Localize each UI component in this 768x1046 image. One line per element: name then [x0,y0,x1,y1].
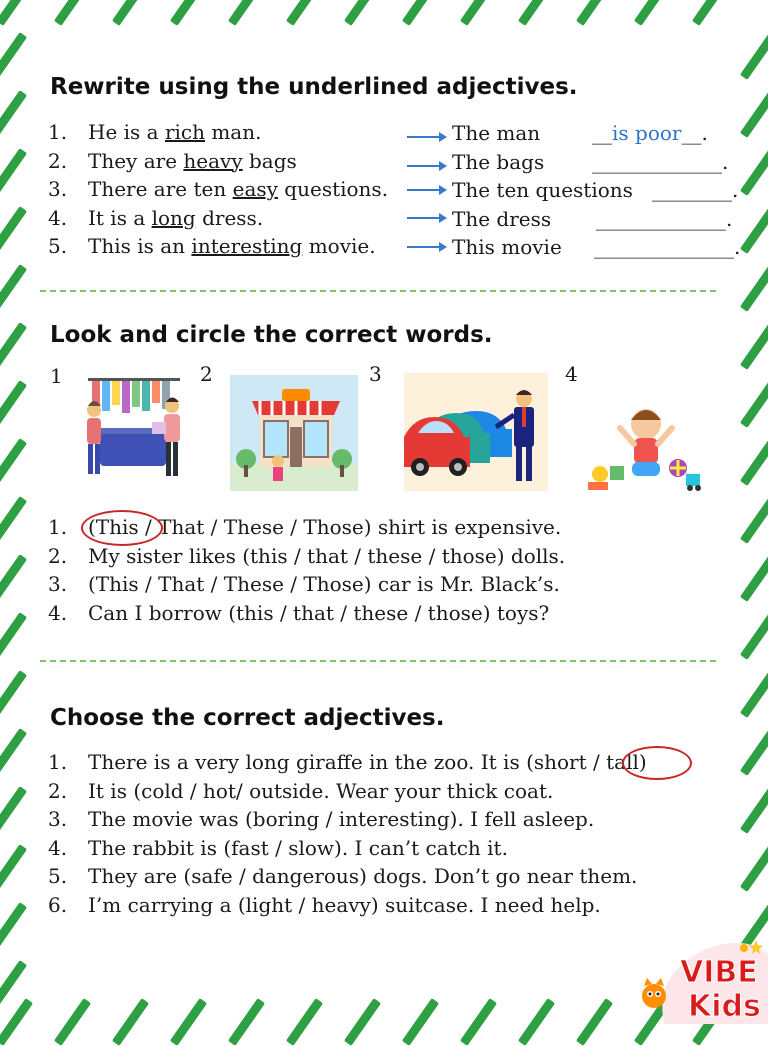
stripe [0,206,27,254]
list-item: 4. It is a long dress. [48,205,264,230]
answer-blank[interactable]: _____________. [592,150,729,174]
list-item: 3. There are ten easy questions. [48,177,389,201]
list-item: 6. I’m carrying a (light / heavy) suitcase. I need help. [48,892,601,917]
stripe [518,998,555,1046]
list-item: 2. My sister likes (this / that / these / those) dolls. [48,543,566,568]
stripe [54,0,91,26]
answer-field[interactable]: __is poor__. [592,121,708,145]
stripe [344,0,381,26]
stripe [0,148,27,196]
picture-number: 3 [369,362,382,386]
underlined-adjective: interesting [191,234,303,258]
underlined-adjective: long [151,205,196,230]
stripe [634,0,671,26]
stripe [286,0,323,26]
section1-title: Rewrite using the underlined adjectives. [50,74,578,100]
list-item: 5. They are (safe / dangerous) dogs. Don’t go near them. [48,864,638,889]
stripe [228,998,265,1046]
answer-text: is poor [612,121,682,145]
stripe [740,438,768,486]
section3-title: Choose the correct adjectives. [50,705,445,731]
list-item: 1. He is a rich man. [48,120,262,144]
stripe [0,438,27,486]
section2-title: Look and circle the correct words. [50,322,493,348]
stripe [518,0,555,26]
underlined-adjective: easy [232,177,278,201]
answer-blank[interactable]: ______________. [594,235,741,259]
stripe [0,728,27,776]
list-item: 3. (This / That / These / Those) car is Mr. Black’s. [48,572,560,597]
stripe [740,264,768,312]
stripe [740,32,768,80]
stripe [0,322,27,370]
list-item: 2. It is (cold / hot/ outside. Wear your thick coat. [48,778,554,803]
stripe [740,844,768,892]
stripe [460,0,497,26]
stripe [0,32,27,80]
divider [40,660,716,662]
rewrite-target: The dress [452,207,552,231]
stripe [740,148,768,196]
rewrite-target: The bags [452,150,545,174]
stripe [170,998,207,1046]
vibe-kids-logo [640,938,768,1024]
picture-number: 4 [565,362,578,386]
stripe [740,670,768,718]
cars-illustration [404,373,548,491]
list-item: 4. The rabbit is (fast / slow). I can’t catch it. [48,835,508,860]
stripe [54,998,91,1046]
stripe [0,496,27,544]
picture-number: 1 [50,364,63,388]
stripe [740,380,768,428]
picture-number: 2 [200,362,213,386]
underlined-adjective: rich [164,120,205,144]
stripe [228,0,265,26]
divider [40,290,716,292]
list-item: 3. The movie was (boring / interesting). I fell asleep. [48,807,595,832]
stripe [740,728,768,776]
stripe [740,786,768,834]
list-item: 5. This is an interesting movie. [48,234,376,258]
answer-blank[interactable]: _____________. [596,207,733,231]
stripe [0,902,27,950]
stripe [0,998,33,1046]
stripe [170,0,207,26]
choose-adjectives-list [48,748,647,920]
rewrite-list [48,118,388,261]
stripe [740,612,768,660]
toy-shop-illustration [230,375,358,491]
stripe [402,998,439,1046]
list-item: 1. (This / That / These / Those) shirt is expensive. [48,515,562,539]
stripe [0,612,27,660]
svg-text:Kids: Kids [688,989,761,1024]
stripe [0,0,33,26]
answer-circle-mark [622,746,692,780]
stripe [112,998,149,1046]
stripe [740,496,768,544]
stripe [0,90,27,138]
rewrite-target: The man [452,121,541,145]
stripe [740,90,768,138]
stripe [0,380,27,428]
svg-text:VIBE: VIBE [680,955,758,990]
stripe [740,206,768,254]
stripe [0,264,27,312]
stripe [576,998,613,1046]
underlined-adjective: heavy [183,148,243,173]
clothes-shop-illustration [78,370,190,482]
stripe [112,0,149,26]
answer-blank[interactable]: ________. [652,178,739,202]
rewrite-target: This movie [452,235,562,259]
list-item: 4. Can I borrow (this / that / these / those) toys? [48,601,550,626]
child-with-toys-illustration [586,402,704,494]
list-item: 2. They are heavy bags [48,148,297,173]
stripe [0,844,27,892]
stripe [286,998,323,1046]
stripe [0,554,27,602]
list-item: 1. There is a very long giraffe in the zoo. It is (short / tall) [48,750,647,774]
stripe [692,0,729,26]
stripe [344,998,381,1046]
stripe [0,786,27,834]
stripe [402,0,439,26]
stripe [740,554,768,602]
stripe [740,322,768,370]
stripe [576,0,613,26]
stripe [460,998,497,1046]
answer-circle-mark [81,510,163,546]
rewrite-target: The ten questions [452,178,633,202]
stripe [0,670,27,718]
